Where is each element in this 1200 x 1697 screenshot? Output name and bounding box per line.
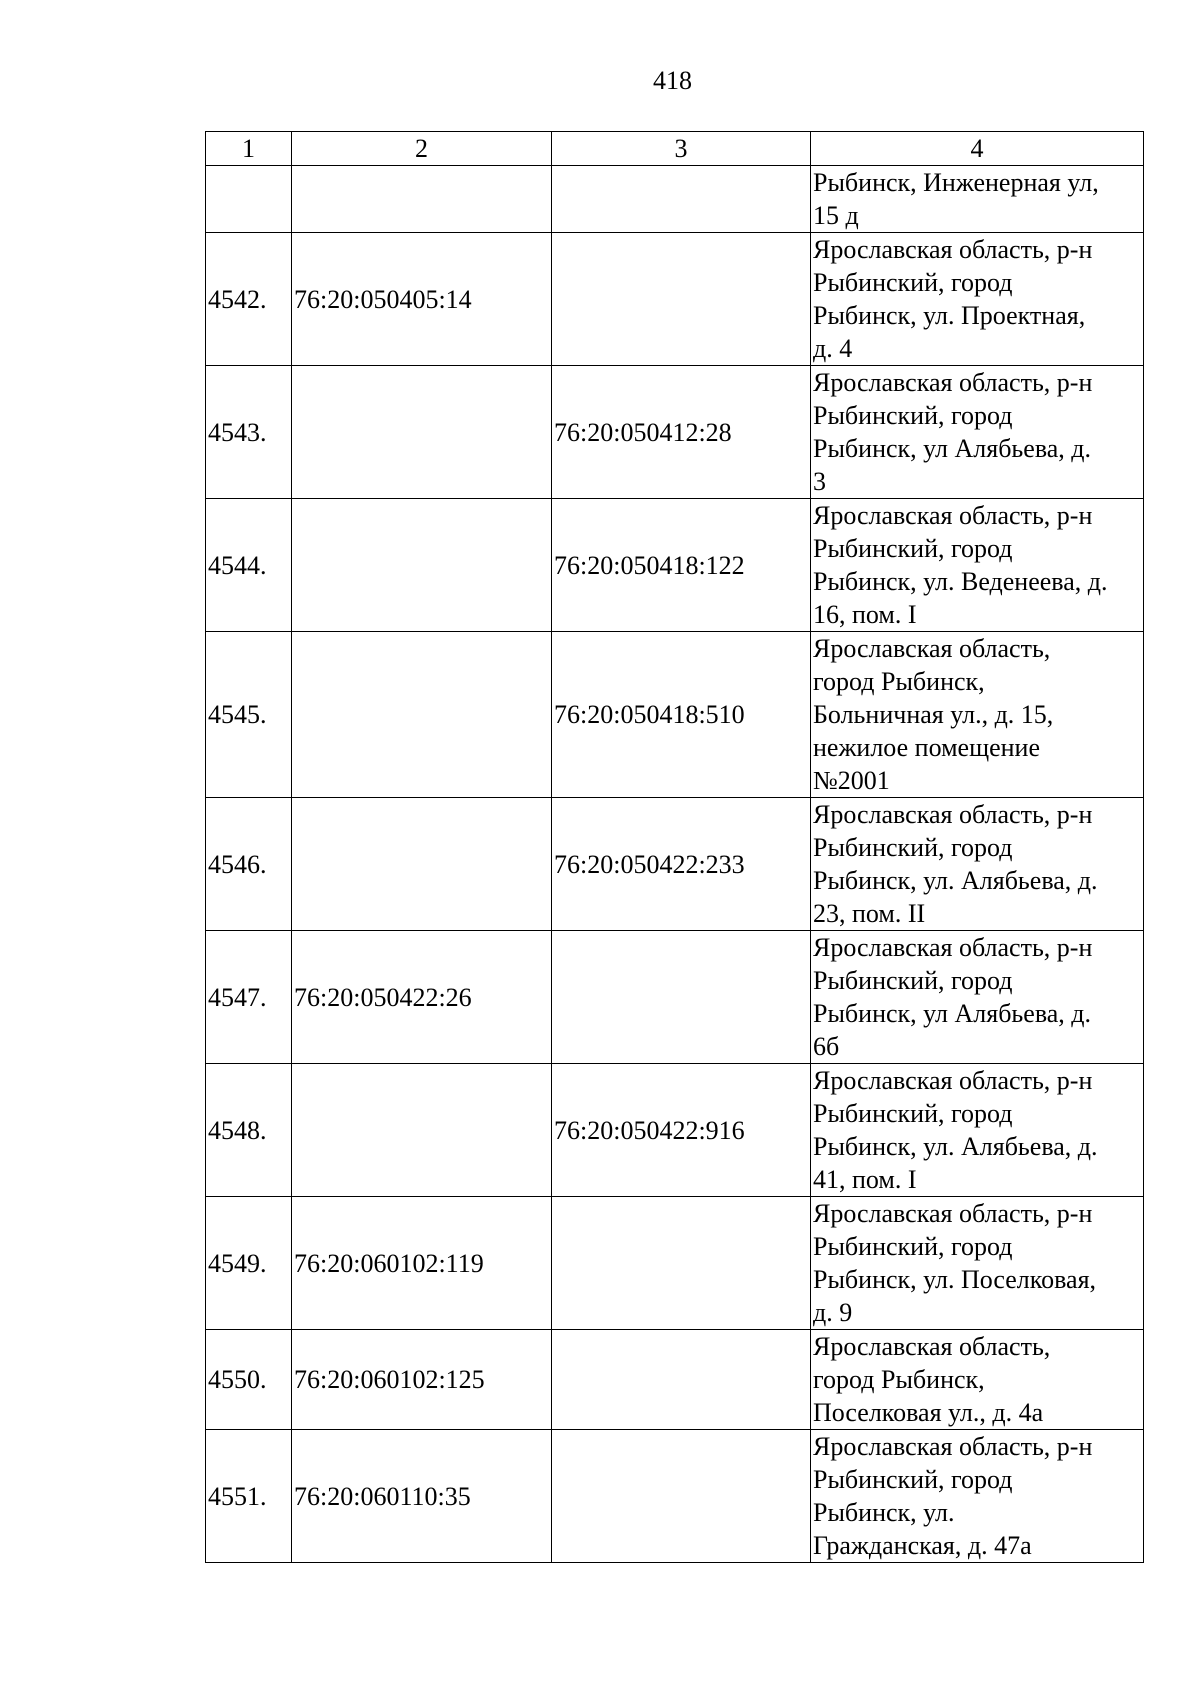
row-number: 4547. <box>206 931 292 1064</box>
table-header-row <box>206 132 1144 166</box>
table-row <box>206 632 1144 798</box>
cadastral-number-col2 <box>292 632 552 798</box>
table-row <box>206 931 1144 1064</box>
address-cell: Ярославская область, город Рыбинск, Поселковая ул., д. 4а <box>811 1330 1144 1430</box>
address-cell: Рыбинск, Инженерная ул, 15 д <box>811 166 1144 233</box>
address-cell: Ярославская область, р-н Рыбинский, город Рыбинск, ул. Гражданская, д. 47а <box>811 1430 1144 1563</box>
table-row <box>206 1430 1144 1563</box>
column-header-4: 4 <box>811 132 1144 166</box>
address-cell: Ярославская область, р-н Рыбинский, город Рыбинск, ул Алябьева, д. 6б <box>811 931 1144 1064</box>
address-cell: Ярославская область, р-н Рыбинский, город Рыбинск, ул Алябьева, д. 3 <box>811 366 1144 499</box>
row-number: 4543. <box>206 366 292 499</box>
row-number: 4545. <box>206 632 292 798</box>
cadastral-number-col3: 76:20:050422:916 <box>552 1064 811 1197</box>
table-row <box>206 1197 1144 1330</box>
cadastral-number-col3: 76:20:050418:122 <box>552 499 811 632</box>
cadastral-number-col2 <box>292 166 552 233</box>
cadastral-number-col3 <box>552 233 811 366</box>
row-number: 4548. <box>206 1064 292 1197</box>
address-cell: Ярославская область, р-н Рыбинский, город Рыбинск, ул. Поселковая, д. 9 <box>811 1197 1144 1330</box>
address-cell: Ярославская область, р-н Рыбинский, город Рыбинск, ул. Проектная, д. 4 <box>811 233 1144 366</box>
column-header-3: 3 <box>552 132 811 166</box>
cadastral-number-col2 <box>292 1064 552 1197</box>
address-cell: Ярославская область, р-н Рыбинский, город Рыбинск, ул. Алябьева, д. 41, пом. I <box>811 1064 1144 1197</box>
table-row <box>206 1064 1144 1197</box>
cadastral-number-col3: 76:20:050412:28 <box>552 366 811 499</box>
column-header-2: 2 <box>292 132 552 166</box>
address-cell: Ярославская область, р-н Рыбинский, город Рыбинск, ул. Алябьева, д. 23, пом. II <box>811 798 1144 931</box>
cadastral-number-col3: 76:20:050422:233 <box>552 798 811 931</box>
row-number <box>206 166 292 233</box>
row-number: 4549. <box>206 1197 292 1330</box>
registry-table <box>205 131 1144 1563</box>
page-number: 418 <box>653 66 692 95</box>
row-number: 4544. <box>206 499 292 632</box>
table-row <box>206 233 1144 366</box>
table-row <box>206 798 1144 931</box>
cadastral-number-col2: 76:20:050405:14 <box>292 233 552 366</box>
cadastral-number-col2 <box>292 798 552 931</box>
table-row <box>206 1330 1144 1430</box>
row-number: 4551. <box>206 1430 292 1563</box>
cadastral-number-col3 <box>552 1430 811 1563</box>
cadastral-number-col2: 76:20:060110:35 <box>292 1430 552 1563</box>
cadastral-number-col3 <box>552 931 811 1064</box>
cadastral-number-col3 <box>552 166 811 233</box>
table-row <box>206 166 1144 233</box>
cadastral-number-col3 <box>552 1197 811 1330</box>
table-row <box>206 366 1144 499</box>
cadastral-number-col2: 76:20:060102:119 <box>292 1197 552 1330</box>
cadastral-number-col3: 76:20:050418:510 <box>552 632 811 798</box>
address-cell: Ярославская область, р-н Рыбинский, город Рыбинск, ул. Веденеева, д. 16, пом. I <box>811 499 1144 632</box>
cadastral-number-col2: 76:20:060102:125 <box>292 1330 552 1430</box>
address-cell: Ярославская область, город Рыбинск, Больничная ул., д. 15, нежилое помещение №2001 <box>811 632 1144 798</box>
cadastral-number-col2: 76:20:050422:26 <box>292 931 552 1064</box>
table-row <box>206 499 1144 632</box>
cadastral-number-col3 <box>552 1330 811 1430</box>
cadastral-number-col2 <box>292 366 552 499</box>
row-number: 4546. <box>206 798 292 931</box>
column-header-1: 1 <box>206 132 292 166</box>
row-number: 4542. <box>206 233 292 366</box>
row-number: 4550. <box>206 1330 292 1430</box>
cadastral-number-col2 <box>292 499 552 632</box>
